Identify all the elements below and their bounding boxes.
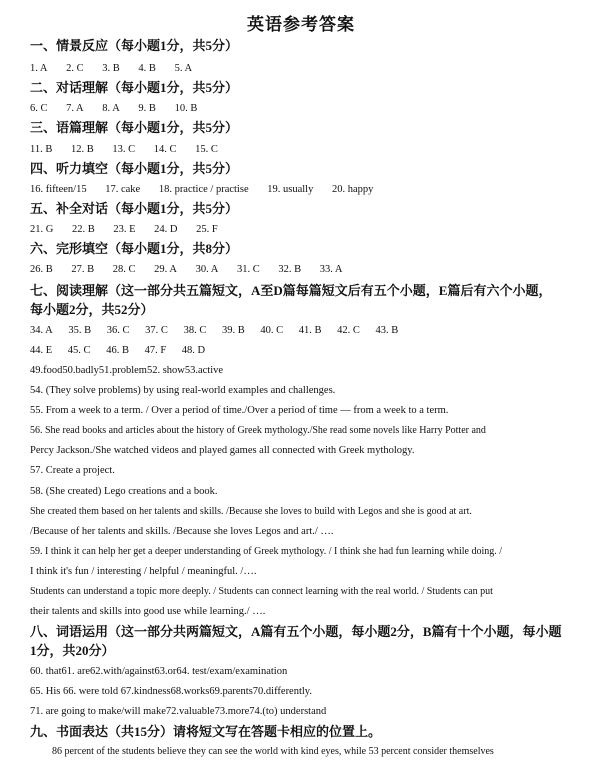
answer-item: 10. B — [174, 103, 198, 114]
answer-item: 37. C — [145, 325, 168, 336]
answer-59-line-4: their talents and skills into good use while learning./ …. — [30, 606, 266, 617]
answer-65-70: 65. His 66. were told 67.kindness68.works69.parents70.differently. — [30, 686, 312, 697]
answer-item: 40. C — [260, 325, 284, 336]
answer-item: 23. E — [113, 224, 136, 235]
answer-item: 43. B — [375, 325, 399, 336]
answer-57: 57. Create a project. — [30, 465, 115, 476]
answer-item: 42. C — [337, 325, 360, 336]
answer-item: 4. B — [138, 63, 156, 74]
answer-56-line-1: 56. She read books and articles about the history of Greek mythology./She read some novels like Harry Potter and — [30, 425, 486, 436]
answer-item: 11. B — [30, 144, 53, 155]
answer-58-reason-line-2: /Because of her talents and skills. /Because she loves Legos and art./ …. — [30, 526, 334, 537]
section-7-heading-line-1: 七、阅读理解（这一部分共五篇短文，A至D篇每篇短文后有五个小题，E篇后有六个小题， — [30, 283, 552, 298]
section-1-answers — [30, 62, 208, 76]
answer-item: 32. B — [278, 264, 302, 275]
answer-item: 27. B — [71, 264, 95, 275]
answer-56-line-2: Percy Jackson./She watched videos and played games all connected with Greek mythology. — [30, 445, 415, 456]
answer-60-64: 60. that61. are62.with/against63.or64. test/exam/examination — [30, 666, 288, 677]
answer-item: 8. A — [102, 103, 120, 114]
answer-item: 24. D — [154, 224, 178, 235]
answer-item: 48. D — [181, 345, 206, 356]
section-5-answers — [30, 223, 234, 237]
section-8-heading-line-1: 八、词语运用（这一部分共两篇短文，A篇有五个小题，每小题2分，B篇有十个小题，每小题 — [30, 624, 562, 639]
section-7-answers-row-1 — [30, 324, 398, 338]
answer-item: 47. F — [144, 345, 167, 356]
answer-item: 41. B — [298, 325, 322, 336]
answer-item: 5. A — [174, 63, 193, 74]
answer-item: 3. B — [102, 63, 120, 74]
answer-item: 7. A — [66, 103, 84, 114]
answer-item: 30. A — [195, 264, 219, 275]
section-4-answers — [30, 183, 389, 197]
section-6-answers — [30, 263, 359, 277]
section-3-answers — [30, 143, 234, 157]
answer-item: 44. E — [30, 345, 53, 356]
answer-49-53: 49.food50.badly51.problem52. show53.active — [30, 365, 224, 376]
answer-item: 14. C — [153, 144, 177, 155]
answer-item: 28. C — [112, 264, 136, 275]
answer-item: 21. G — [30, 224, 54, 235]
answer-item: 15. C — [195, 144, 218, 155]
writing-sample-paragraph: 86 percent of the students believe they can see the world with kind eyes, while 53 percent consider themselves — [52, 746, 494, 757]
answer-item: 36. C — [106, 325, 130, 336]
section-6-heading: 六、完形填空（每小题1分，共8分） — [30, 241, 239, 256]
answer-item: 25. F — [196, 224, 218, 235]
page-title: 英语参考答案 — [247, 15, 355, 34]
answer-item: 46. B — [106, 345, 129, 356]
answer-58: 58. (She created) Lego creations and a book. — [30, 486, 218, 497]
answer-59-line-3: Students can understand a topic more deeply. / Students can connect learning with the real world. / Students can put — [30, 586, 493, 597]
answer-item: 17. cake — [105, 184, 141, 195]
answer-item: 33. A — [319, 264, 343, 275]
answer-54: 54. (They solve problems) by using real-world examples and challenges. — [30, 385, 336, 396]
answer-55: 55. From a week to a term. / Over a period of time./Over a period of time — from a week to a term. — [30, 405, 449, 416]
section-2-answers — [30, 102, 213, 116]
section-5-heading: 五、补全对话（每小题1分，共5分） — [30, 201, 239, 216]
answer-item: 29. A — [154, 264, 177, 275]
answer-item: 19. usually — [267, 184, 314, 195]
answer-item: 35. B — [68, 325, 92, 336]
answer-59-line-2: I think it's fun / interesting / helpful / meaningful. /…. — [30, 566, 257, 577]
answer-item: 39. B — [221, 325, 245, 336]
section-4-heading: 四、听力填空（每小题1分，共5分） — [30, 161, 239, 176]
section-1-heading: 一、情景反应（每小题1分，共5分） — [30, 38, 239, 53]
answer-item: 38. C — [183, 325, 207, 336]
answer-59-line-1: 59. I think it can help her get a deeper understanding of Greek mythology. / I think she had fun learning while doing. / — [30, 546, 503, 557]
section-7-heading-line-2: 每小题2分，共52分） — [30, 302, 154, 317]
answer-item: 34. A — [30, 325, 53, 336]
answer-item: 12. B — [71, 144, 94, 155]
answer-item: 18. practice / practise — [158, 184, 249, 195]
answer-item: 26. B — [30, 264, 53, 275]
answer-item: 45. C — [67, 345, 91, 356]
answer-item: 20. happy — [331, 184, 374, 195]
answer-item: 22. B — [71, 224, 95, 235]
answer-item: 1. A — [30, 63, 48, 74]
answer-item: 16. fifteen/15 — [30, 184, 87, 195]
section-3-heading: 三、语篇理解（每小题1分，共5分） — [30, 120, 239, 135]
answer-item: 13. C — [112, 144, 136, 155]
answer-item: 9. B — [138, 103, 156, 114]
answer-58-reason-line-1: She created them based on her talents and skills. /Because she loves to build with Legos and she is good at art. — [30, 506, 472, 517]
section-2-heading: 二、对话理解（每小题1分，共5分） — [30, 80, 239, 95]
answer-item: 31. C — [236, 264, 260, 275]
section-7-answers-row-2 — [30, 344, 221, 358]
answer-item: 2. C — [66, 63, 84, 74]
answer-71-74: 71. are going to make/will make72.valuable73.more74.(to) understand — [30, 706, 327, 717]
answer-item: 6. C — [30, 103, 48, 114]
section-8-heading-line-2: 1分，共20分） — [30, 643, 115, 658]
section-9-heading: 九、书面表达（共15分）请将短文写在答题卡相应的位置上。 — [30, 724, 382, 739]
